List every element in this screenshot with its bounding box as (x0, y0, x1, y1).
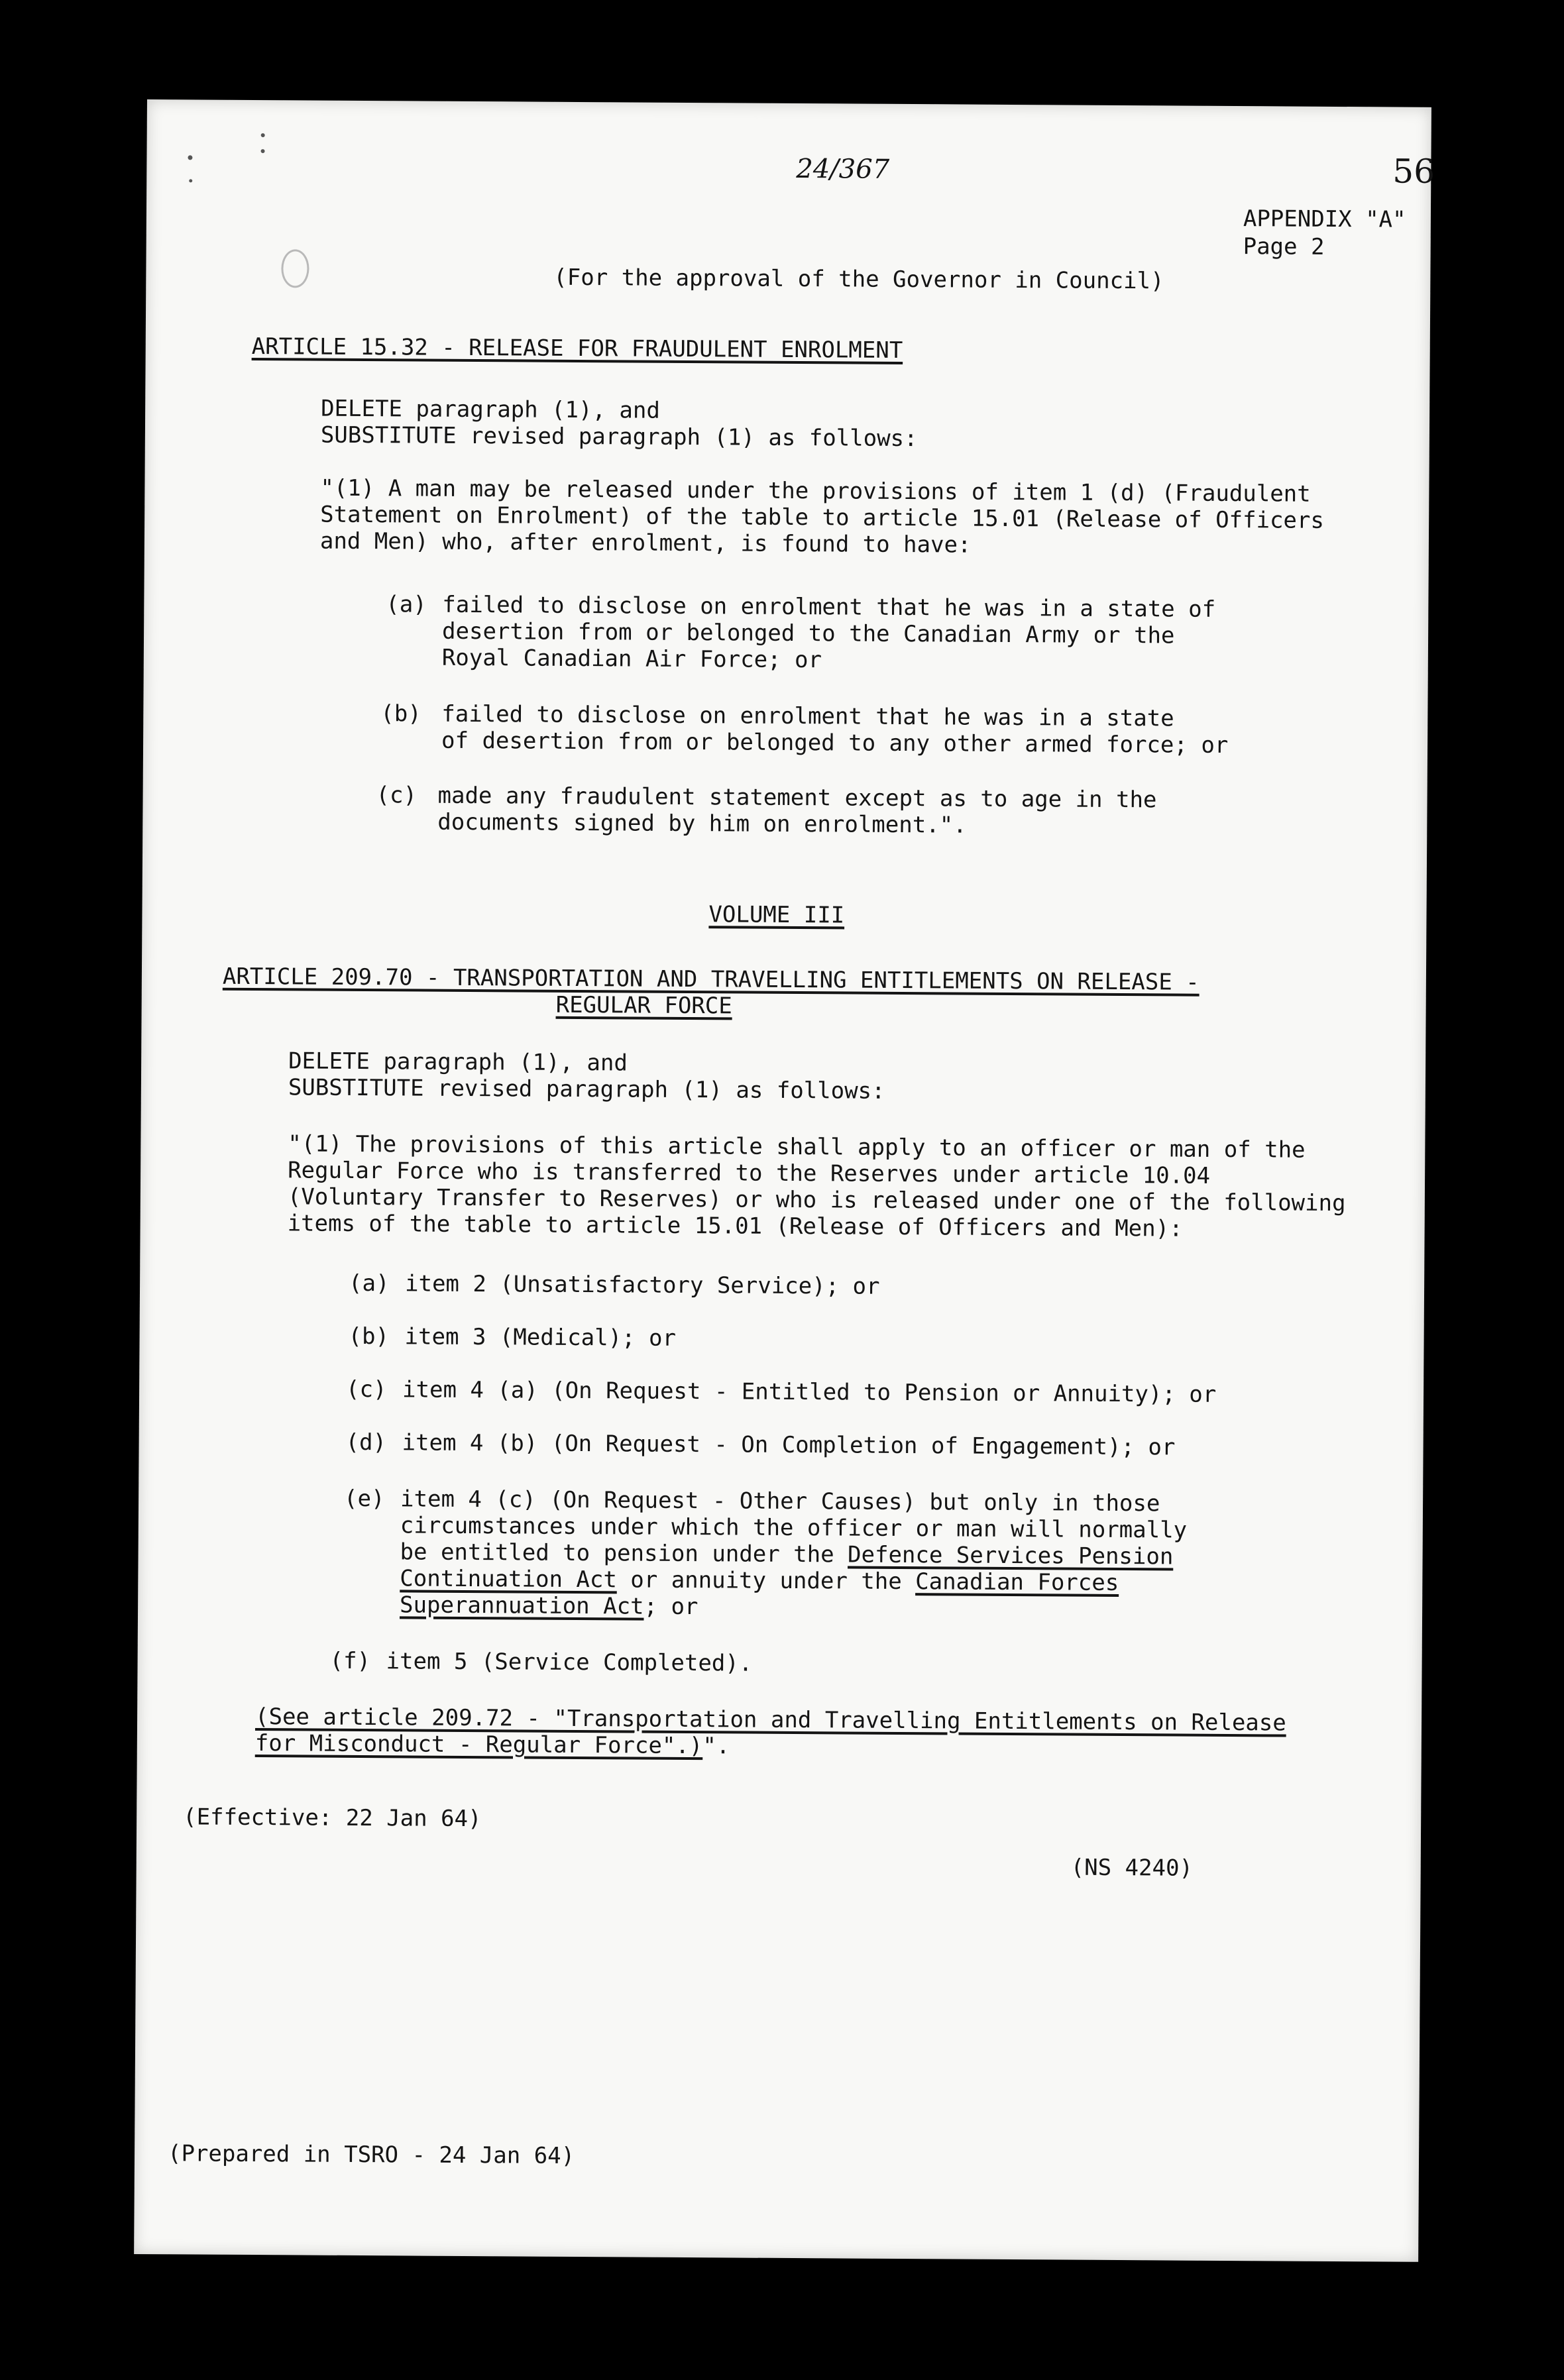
item-label: (c) (345, 1376, 387, 1403)
page-label: Page 2 (1243, 233, 1325, 260)
approval-note: (For the approval of the Governor in Council) (553, 264, 1164, 295)
item-line: made any fraudulent statement except as to age in the (437, 782, 1157, 814)
document-page (134, 99, 1435, 2262)
item-line: documents signed by him on enrolment.". (437, 808, 967, 839)
delete-line: DELETE paragraph (1), and (288, 1048, 628, 1077)
item-line: failed to disclose on enrolment that he was in a state (441, 700, 1174, 732)
substitute-line: SUBSTITUTE revised paragraph (1) as follows: (288, 1074, 885, 1105)
item-label: (c) (376, 782, 418, 809)
article-209-70-heading-line2: REGULAR FORCE (555, 991, 732, 1020)
ink-speck (261, 133, 265, 137)
intro-line: "(1) The provisions of this article shall apply to an officer or man of the (288, 1130, 1306, 1163)
item-line: item 3 (Medical); or (404, 1323, 677, 1352)
item-text: be entitled to pension under the (400, 1539, 848, 1568)
item-label: (a) (386, 591, 427, 618)
item-label: (d) (345, 1429, 387, 1456)
volume-heading: VOLUME III (708, 901, 845, 929)
act-title: Defence Services Pension (847, 1541, 1174, 1570)
delete-line: DELETE paragraph (1), and (321, 395, 661, 424)
item-line: of desertion from or belonged to any other armed force; or (441, 727, 1229, 759)
article-15-32-heading: ARTICLE 15.32 - RELEASE FOR FRAUDULENT ENROLMENT (251, 333, 903, 364)
act-title: Canadian Forces (915, 1568, 1119, 1596)
see-article-reference: (See article 209.72 - "Transportation and Travelling Entitlements on Release (254, 1704, 1286, 1737)
effective-date: (Effective: 22 Jan 64) (183, 1804, 482, 1833)
item-text: or annuity under the (616, 1566, 916, 1596)
see-article-text: for Misconduct - Regular Force".) (254, 1730, 703, 1760)
intro-line: "(1) A man may be released under the provisions of item 1 (d) (Fraudulent (320, 474, 1311, 508)
intro-line: (Voluntary Transfer to Reserves) or who is released under one of the following (287, 1183, 1346, 1217)
item-label: (e) (343, 1485, 385, 1513)
article-209-70-heading: ARTICLE 209.70 - TRANSPORTATION AND TRAVELLING ENTITLEMENTS ON RELEASE - (222, 963, 1200, 996)
item-label: (b) (348, 1323, 390, 1350)
item-line: Royal Canadian Air Force; or (441, 644, 822, 674)
item-line: item 4 (a) (On Request - Entitled to Pension or Annuity); or (402, 1376, 1217, 1408)
prepared-note: (Prepared in TSRO - 24 Jan 64) (167, 2140, 575, 2169)
item-label: (b) (380, 700, 421, 728)
appendix-label: APPENDIX "A" (1243, 205, 1406, 233)
item-line: item 2 (Unsatisfactory Service); or (404, 1270, 880, 1300)
item-line: desertion from or belonged to the Canadian Army or the (441, 618, 1175, 649)
intro-line: Statement on Enrolment) of the table to article 15.01 (Release of Officers (320, 501, 1325, 534)
ns-reference: (NS 4240) (1070, 1854, 1194, 1882)
item-label: (a) (348, 1270, 390, 1297)
substitute-line: SUBSTITUTE revised paragraph (1) as follows: (320, 421, 918, 453)
item-line: item 4 (b) (On Request - On Completion of Engagement); or (402, 1429, 1176, 1461)
ink-speck (188, 155, 192, 160)
intro-line: and Men) who, after enrolment, is found to have: (319, 527, 972, 559)
item-line: failed to disclose on enrolment that he was in a state of (442, 591, 1216, 623)
act-title: Continuation Act (400, 1565, 618, 1594)
act-title: Superannuation Act (400, 1592, 644, 1620)
item-line (400, 1592, 698, 1620)
intro-line: items of the table to article 15.01 (Release of Officers and Men): (287, 1210, 1183, 1242)
item-line: circumstances under which the officer or man will normally (400, 1512, 1188, 1544)
item-text: ; or (643, 1593, 698, 1621)
see-article-reference-line2 (255, 1730, 730, 1759)
intro-line: Regular Force who is transferred to the Reserves under article 10.04 (288, 1157, 1211, 1189)
item-line (400, 1565, 1119, 1596)
ink-speck (189, 179, 192, 182)
punch-hole-mark (281, 249, 309, 288)
item-line: item 5 (Service Completed). (386, 1648, 753, 1677)
item-label: (f) (329, 1647, 371, 1675)
page-stamp-number: 56 (1392, 152, 1435, 191)
see-article-tail: ". (702, 1733, 730, 1760)
handwritten-file-number: 24/367 (796, 153, 890, 185)
item-line: item 4 (c) (On Request - Other Causes) but only in those (400, 1486, 1160, 1517)
ink-speck (261, 149, 265, 153)
